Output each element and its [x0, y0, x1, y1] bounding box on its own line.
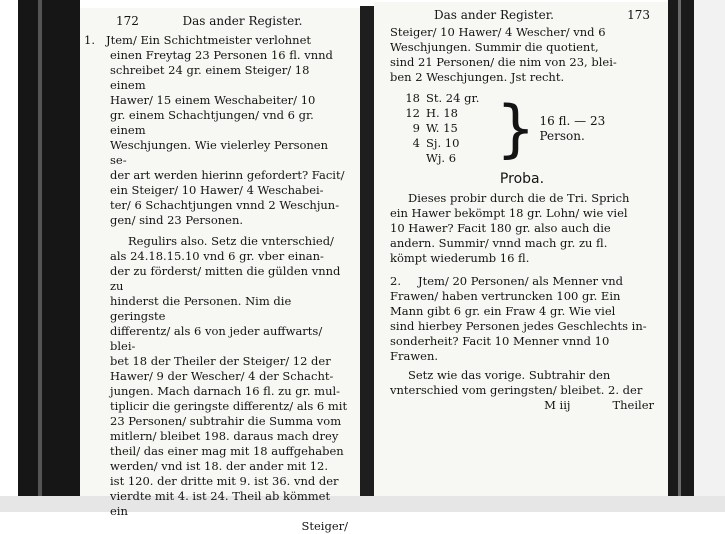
text-line: Dieses probir durch die de Tri. Sprich: [408, 191, 630, 205]
row-value: Sj. 10: [426, 136, 460, 150]
text-line: [110, 63, 348, 93]
rule-explanation: [110, 234, 348, 534]
quotient-result: 16 fl. — 23 Person.: [539, 113, 606, 143]
row-divisor: 12: [405, 106, 420, 120]
line-text: Frawen.: [390, 349, 439, 363]
row-divisor: 9: [412, 121, 420, 135]
line-text: gr. einem Schachtjungen/ vnd 6 gr. einem: [110, 108, 314, 137]
text-line: Steiger/: [301, 519, 348, 533]
left-page-header: [80, 8, 360, 31]
text-line: Setz wie das vorige. Subtrahir den: [408, 368, 611, 382]
text-line: 10 Hawer? Facit 180 gr. also auch die: [390, 221, 611, 235]
left-page: [80, 8, 360, 533]
text-line: als 24.18.15.10 vnd 6 gr. vber einan-: [110, 249, 324, 263]
text-line: vnterschied vom geringsten/ bleibet. 2. der: [390, 383, 643, 397]
text-line: ben 2 Weschjungen. Jst recht.: [390, 70, 565, 84]
line-text: sonderheit? Facit 10 Menner vnnd 10: [390, 334, 610, 348]
signature-mark: M iij: [544, 398, 571, 412]
text-line: der zu förderst/ mitten die gülden vnnd zu: [110, 264, 341, 293]
text-line: andern. Summir/ vnnd mach gr. zu fl.: [390, 236, 608, 250]
line-text: Frawen/ haben vertruncken 100 gr. Ein: [390, 289, 621, 303]
text-line: [110, 48, 348, 63]
right-page: [374, 2, 668, 496]
table-row: [398, 151, 492, 166]
text-line: theil/ das einer mag mit 18 auffgehaben: [110, 444, 344, 458]
problem-number: 2.: [390, 274, 401, 288]
text-line: jungen. Mach darnach 16 fl. zu gr. mul-: [110, 384, 341, 398]
text-line: Hawer/ 9 der Wescher/ 4 der Schacht-: [110, 369, 334, 383]
proba-text: [390, 191, 654, 266]
page-number: 173: [627, 8, 650, 22]
row-divisor: [398, 151, 420, 166]
text-line: [390, 289, 654, 304]
row-value: H. 18: [426, 106, 458, 120]
text-line: [110, 108, 348, 138]
text-line: kömpt wiederumb 16 fl.: [390, 251, 530, 265]
text-line: [110, 93, 348, 108]
right-page-header: [374, 2, 668, 25]
text-line: sind 21 Personen/ die nim von 23, blei-: [390, 55, 617, 69]
text-line: Regulirs also. Setz die vnterschied/: [128, 234, 334, 248]
line-text: ein Steiger/ 10 Hawer/ 4 Weschabei-: [110, 183, 324, 197]
line-text: Hawer/ 15 einem Weschabeiter/ 10: [110, 93, 316, 107]
text-line: mitlern/ bleibet 198. daraus mach drey: [110, 429, 339, 443]
scan-margin-right: [694, 0, 725, 512]
running-head: Das ander Register.: [182, 14, 303, 28]
table-row: [398, 91, 492, 106]
text-line: werden/ vnd ist 18. der ander mit 12.: [110, 459, 329, 473]
row-value: W. 15: [426, 121, 458, 135]
line-text: der art werden hierinn gefordert? Facit/: [110, 168, 345, 182]
page-footer: [390, 398, 654, 413]
page-number: 172: [116, 14, 139, 28]
row-divisor: 4: [412, 136, 420, 150]
text-line: [390, 274, 654, 289]
left-page-body: [80, 31, 360, 534]
table-row: [398, 106, 492, 121]
line-text: schreibet 24 gr. einem Steiger/ 18 einem: [110, 63, 310, 92]
line-text: Weschjungen. Wie vielerley Personen se-: [110, 138, 329, 167]
proba-heading: Proba.: [499, 171, 545, 187]
text-line: [110, 138, 348, 168]
text-line: Steiger/ 10 Hawer/ 4 Wescher/ vnd 6: [390, 25, 606, 39]
line-text: gen/ sind 23 Personen.: [110, 213, 244, 227]
quotient-rows: [398, 91, 492, 166]
text-line: vierdte mit 4. ist 24. Theil ab kömmet ein: [110, 489, 331, 518]
text-line: bet 18 der Theiler der Steiger/ 12 der: [110, 354, 331, 368]
text-line: [110, 183, 348, 198]
text-line: [110, 213, 348, 228]
line-text: ter/ 6 Schachtjungen vnnd 2 Weschjun-: [110, 198, 340, 212]
table-row: [398, 121, 492, 136]
problem-1: [84, 33, 348, 228]
book-edge-right: [668, 0, 694, 505]
text-line: [390, 349, 654, 364]
line-text: einen Freytag 23 Personen 16 fl. vnnd: [110, 48, 333, 62]
text-line: [390, 304, 654, 319]
text-line: [110, 198, 348, 213]
text-line: Weschjungen. Summir die quotient,: [390, 40, 599, 54]
line-text: Mann gibt 6 gr. ein Fraw 4 gr. Wie viel: [390, 304, 616, 318]
line-text: sind hierbey Personen jedes Geschlechts in-: [390, 319, 647, 333]
row-divisor: 18: [405, 91, 420, 105]
text-line: [390, 334, 654, 349]
text-line: [84, 33, 348, 48]
text-line: hinderst die Personen. Nim die geringste: [110, 294, 292, 323]
text-line: [390, 319, 654, 334]
text-line: 23 Personen/ subtrahir die Summa vom: [110, 414, 342, 428]
text-line: differentz/ als 6 von jeder auffwarts/ blei-: [110, 324, 323, 353]
line-text: Jtem/ 20 Personen/ als Menner vnd: [418, 274, 623, 288]
rule-2-text: [390, 368, 654, 398]
brace-symbol: }: [496, 91, 536, 165]
book-spine-left: [18, 0, 80, 505]
book-gutter: [360, 6, 374, 496]
running-head: Das ander Register.: [434, 8, 554, 22]
right-page-body: [374, 25, 668, 413]
text-line: [110, 168, 348, 183]
catchword: Theiler: [612, 398, 654, 412]
problem-number: 1.: [84, 33, 95, 47]
table-row: [398, 136, 492, 151]
row-value: St. 24 gr.: [426, 91, 480, 105]
text-line: ein Hawer bekömpt 18 gr. Lohn/ wie viel: [390, 206, 628, 220]
text-line: ist 120. der dritte mit 9. ist 36. vnd der: [110, 474, 339, 488]
line-text: Jtem/ Ein Schichtmeister verlohnet: [106, 33, 311, 47]
problem-2: [390, 274, 654, 364]
text-line: tiplicir die geringste differentz/ als 6 mit: [110, 399, 348, 413]
row-value: Wj. 6: [426, 151, 457, 165]
continued-solution: [390, 25, 654, 85]
quotient-table: [398, 91, 654, 166]
